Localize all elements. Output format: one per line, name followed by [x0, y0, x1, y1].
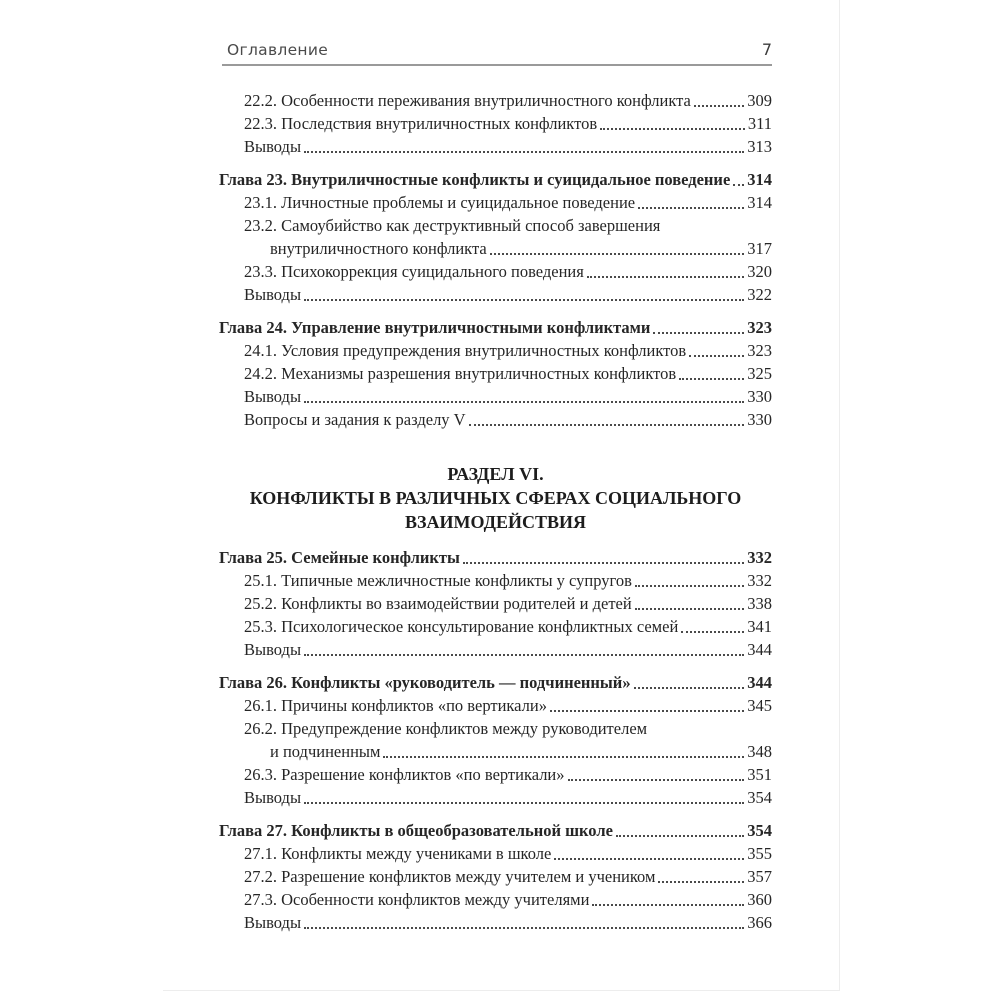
toc-entry-title: 23.1. Личностные проблемы и суицидальное поведение: [244, 193, 636, 212]
dot-leader: [383, 756, 744, 758]
toc-entry-page: 332: [747, 571, 772, 590]
section-heading-line: ВЗАИМОДЕЙСТВИЯ: [404, 512, 586, 532]
toc-entry-page: 330: [747, 387, 772, 406]
toc-entry-wrapped-line2: [219, 740, 772, 763]
section-heading: [219, 462, 772, 534]
toc-entry-sub: [219, 191, 772, 214]
toc-entry-sub: [219, 283, 772, 306]
dot-leader: [635, 585, 744, 587]
toc-entry-page: 354: [747, 788, 772, 807]
toc-entry-sub: [219, 408, 772, 431]
toc-entry-sub: [219, 385, 772, 408]
dot-leader: [304, 802, 744, 804]
toc-entry-sub: [219, 763, 772, 786]
toc-entry-title: 24.1. Условия предупреждения внутриличностных конфликтов: [244, 341, 687, 360]
dot-leader: [638, 207, 744, 209]
running-header: [222, 40, 772, 66]
toc-entry-page: 325: [747, 364, 772, 383]
toc-entry-page: 320: [747, 262, 772, 281]
table-of-contents: [219, 89, 772, 934]
toc-entry-page: 344: [747, 673, 772, 692]
toc-entry-page: 314: [747, 193, 772, 212]
toc-entry-page: 309: [747, 91, 772, 110]
toc-entry-title: 23.3. Психокоррекция суицидального поведения: [244, 262, 584, 281]
toc-entry-chapter: [219, 671, 772, 694]
toc-entry-title: Выводы: [244, 387, 302, 406]
toc-entry-title: 25.3. Психологическое консультирование конфликтных семей: [244, 617, 679, 636]
toc-entry-page: 354: [747, 821, 772, 840]
dot-leader: [304, 927, 744, 929]
toc-entry-title: 25.2. Конфликты во взаимодействии родителей и детей: [244, 594, 632, 613]
toc-entry-sub: [219, 911, 772, 934]
toc-entry-title: Глава 27. Конфликты в общеобразовательной школе: [219, 821, 613, 840]
section-heading-line: РАЗДЕЛ VI.: [447, 464, 544, 484]
dot-leader: [733, 184, 744, 186]
toc-entry-page: 311: [747, 114, 772, 133]
dot-leader: [635, 608, 745, 610]
toc-entry-title: Глава 23. Внутриличностные конфликты и суицидальное поведение: [219, 170, 731, 189]
dot-leader: [592, 904, 744, 906]
toc-entry-wrapped-line2: [219, 237, 772, 260]
toc-entry-sub: [219, 339, 772, 362]
toc-entry-page: 313: [747, 137, 772, 156]
toc-entry-title: Выводы: [244, 788, 302, 807]
dot-leader: [681, 631, 744, 633]
toc-entry-chapter: [219, 168, 772, 191]
toc-entry-sub: [219, 865, 772, 888]
toc-entry-sub: [219, 842, 772, 865]
toc-entry-sub: [219, 638, 772, 661]
dot-leader: [550, 710, 744, 712]
toc-entry-chapter: [219, 546, 772, 569]
dot-leader: [304, 151, 744, 153]
toc-entry-title: Глава 25. Семейные конфликты: [219, 548, 460, 567]
dot-leader: [554, 858, 744, 860]
dot-leader: [304, 401, 744, 403]
toc-entry-title: и подчиненным: [270, 742, 381, 761]
dot-leader: [600, 128, 745, 130]
toc-entry-sub: [219, 888, 772, 911]
toc-entry-page: 348: [747, 742, 772, 761]
section-heading-line: КОНФЛИКТЫ В РАЗЛИЧНЫХ СФЕРАХ СОЦИАЛЬНОГО: [249, 488, 742, 508]
toc-entry-page: 322: [747, 285, 772, 304]
dot-leader: [490, 253, 745, 255]
toc-entry-chapter: [219, 316, 772, 339]
toc-entry-sub: [219, 694, 772, 717]
toc-entry-title: 23.2. Самоубийство как деструктивный способ завершения: [244, 216, 661, 235]
dot-leader: [689, 355, 744, 357]
toc-entry-page: 351: [747, 765, 772, 784]
toc-entry-title: Глава 26. Конфликты «руководитель — подчиненный»: [219, 673, 631, 692]
toc-entry-title: внутриличностного конфликта: [270, 239, 487, 258]
toc-entry-title: 26.1. Причины конфликтов «по вертикали»: [244, 696, 547, 715]
toc-entry-page: 357: [747, 867, 772, 886]
toc-entry-sub: [219, 569, 772, 592]
dot-leader: [679, 378, 744, 380]
toc-entry-title: 27.1. Конфликты между учениками в школе: [244, 844, 552, 863]
dot-leader: [469, 424, 745, 426]
toc-entry-page: 330: [747, 410, 772, 429]
toc-entry-sub: [219, 592, 772, 615]
toc-entry-title: 24.2. Механизмы разрешения внутриличностных конфликтов: [244, 364, 677, 383]
toc-entry-sub: [219, 260, 772, 283]
toc-entry-sub: [219, 786, 772, 809]
toc-entry-title: 26.3. Разрешение конфликтов «по вертикали»: [244, 765, 565, 784]
page-number: 7: [761, 40, 772, 59]
toc-entry-page: 345: [747, 696, 772, 715]
toc-entry-title: 27.2. Разрешение конфликтов между учителем и учеником: [244, 867, 656, 886]
dot-leader: [463, 562, 744, 564]
toc-entry-page: 338: [747, 594, 772, 613]
dot-leader: [658, 881, 744, 883]
toc-entry-wrapped-line1: [219, 717, 772, 740]
toc-entry-title: Выводы: [244, 913, 302, 932]
toc-entry-title: Выводы: [244, 285, 302, 304]
toc-entry-sub: [219, 89, 772, 112]
toc-entry-wrapped-line1: [219, 214, 772, 237]
toc-entry-page: 323: [747, 318, 772, 337]
toc-entry-title: Вопросы и задания к разделу V: [244, 410, 466, 429]
toc-entry-page: 344: [747, 640, 772, 659]
toc-entry-title: Выводы: [244, 137, 302, 156]
page-edge-bottom: [163, 990, 840, 991]
toc-entry-sub: [219, 112, 772, 135]
toc-entry-page: 366: [747, 913, 772, 932]
dot-leader: [568, 779, 745, 781]
running-header-title: Оглавление: [227, 41, 329, 59]
toc-entry-title: 26.2. Предупреждение конфликтов между руководителем: [244, 719, 648, 738]
dot-leader: [587, 276, 744, 278]
toc-entry-title: 22.2. Особенности переживания внутриличностного конфликта: [244, 91, 691, 110]
toc-entry-page: 360: [747, 890, 772, 909]
dot-leader: [616, 835, 744, 837]
toc-entry-page: 317: [747, 239, 772, 258]
toc-entry-page: 341: [747, 617, 772, 636]
toc-entry-chapter: [219, 819, 772, 842]
dot-leader: [634, 687, 745, 689]
toc-entry-title: Выводы: [244, 640, 302, 659]
dot-leader: [304, 299, 744, 301]
toc-entry-page: 332: [747, 548, 772, 567]
toc-entry-sub: [219, 135, 772, 158]
dot-leader: [653, 332, 744, 334]
toc-entry-sub: [219, 615, 772, 638]
page-edge-right: [839, 0, 840, 991]
toc-entry-page: 355: [747, 844, 772, 863]
toc-entry-page: 323: [747, 341, 772, 360]
toc-entry-page: 314: [747, 170, 772, 189]
toc-entry-title: 22.3. Последствия внутриличностных конфликтов: [244, 114, 598, 133]
toc-entry-sub: [219, 362, 772, 385]
dot-leader: [304, 654, 744, 656]
dot-leader: [694, 105, 744, 107]
toc-entry-title: 25.1. Типичные межличностные конфликты у супругов: [244, 571, 632, 590]
toc-entry-title: Глава 24. Управление внутриличностными конфликтами: [219, 318, 651, 337]
toc-entry-title: 27.3. Особенности конфликтов между учителями: [244, 890, 590, 909]
